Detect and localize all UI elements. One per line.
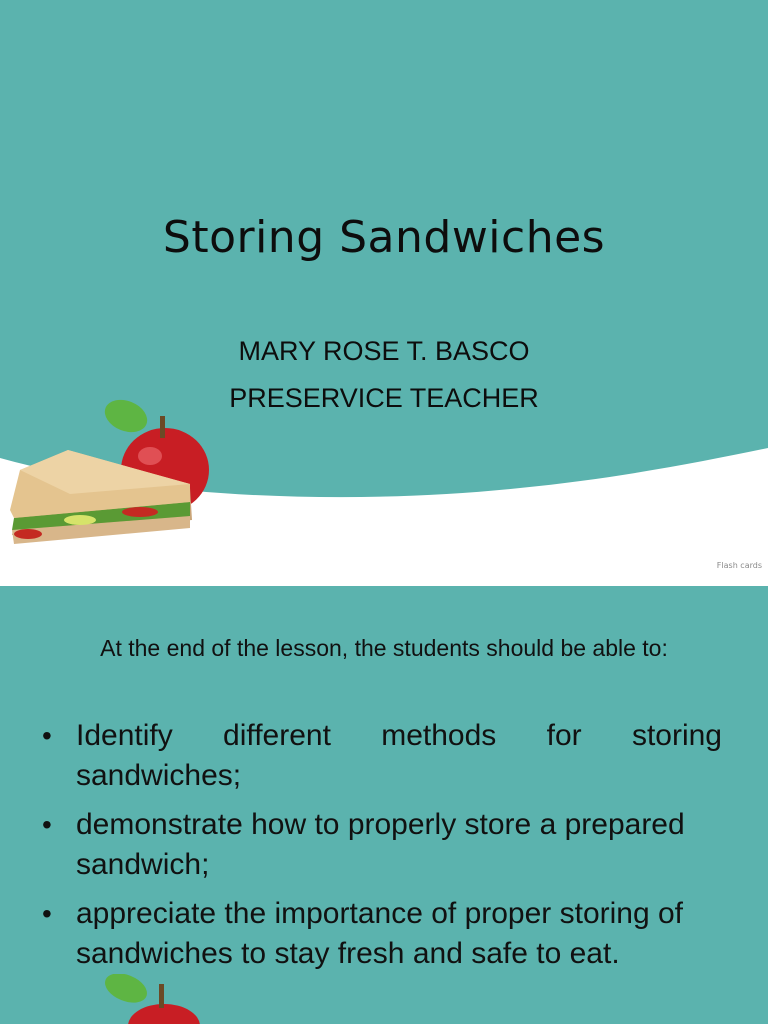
- objective-item: [42, 716, 722, 796]
- author-role: PRESERVICE TEACHER: [229, 383, 539, 413]
- image-credit: Flash cards: [716, 561, 762, 570]
- author-name: MARY ROSE T. BASCO: [238, 336, 530, 366]
- apple-icon: [90, 974, 200, 1024]
- objectives-slide: [0, 586, 768, 1024]
- objective-item: [42, 894, 722, 974]
- objectives-list: [42, 716, 722, 983]
- objectives-intro: At the end of the lesson, the students should be able to:: [100, 635, 668, 661]
- bullet-icon: •: [42, 898, 52, 929]
- objective-text: demonstrate how to properly store a prepared sandwich;: [76, 808, 685, 881]
- bullet-icon: •: [42, 720, 52, 751]
- bullet-icon: •: [42, 809, 52, 840]
- sandwich-apple-illustration: [0, 390, 220, 570]
- slide-title: Storing Sandwiches: [162, 212, 606, 263]
- objective-item: [42, 805, 722, 885]
- objective-text: Identify different methods for storing sandwiches;: [76, 719, 722, 792]
- objective-text: appreciate the importance of proper storing of sandwiches to stay fresh and safe to eat.: [76, 897, 684, 970]
